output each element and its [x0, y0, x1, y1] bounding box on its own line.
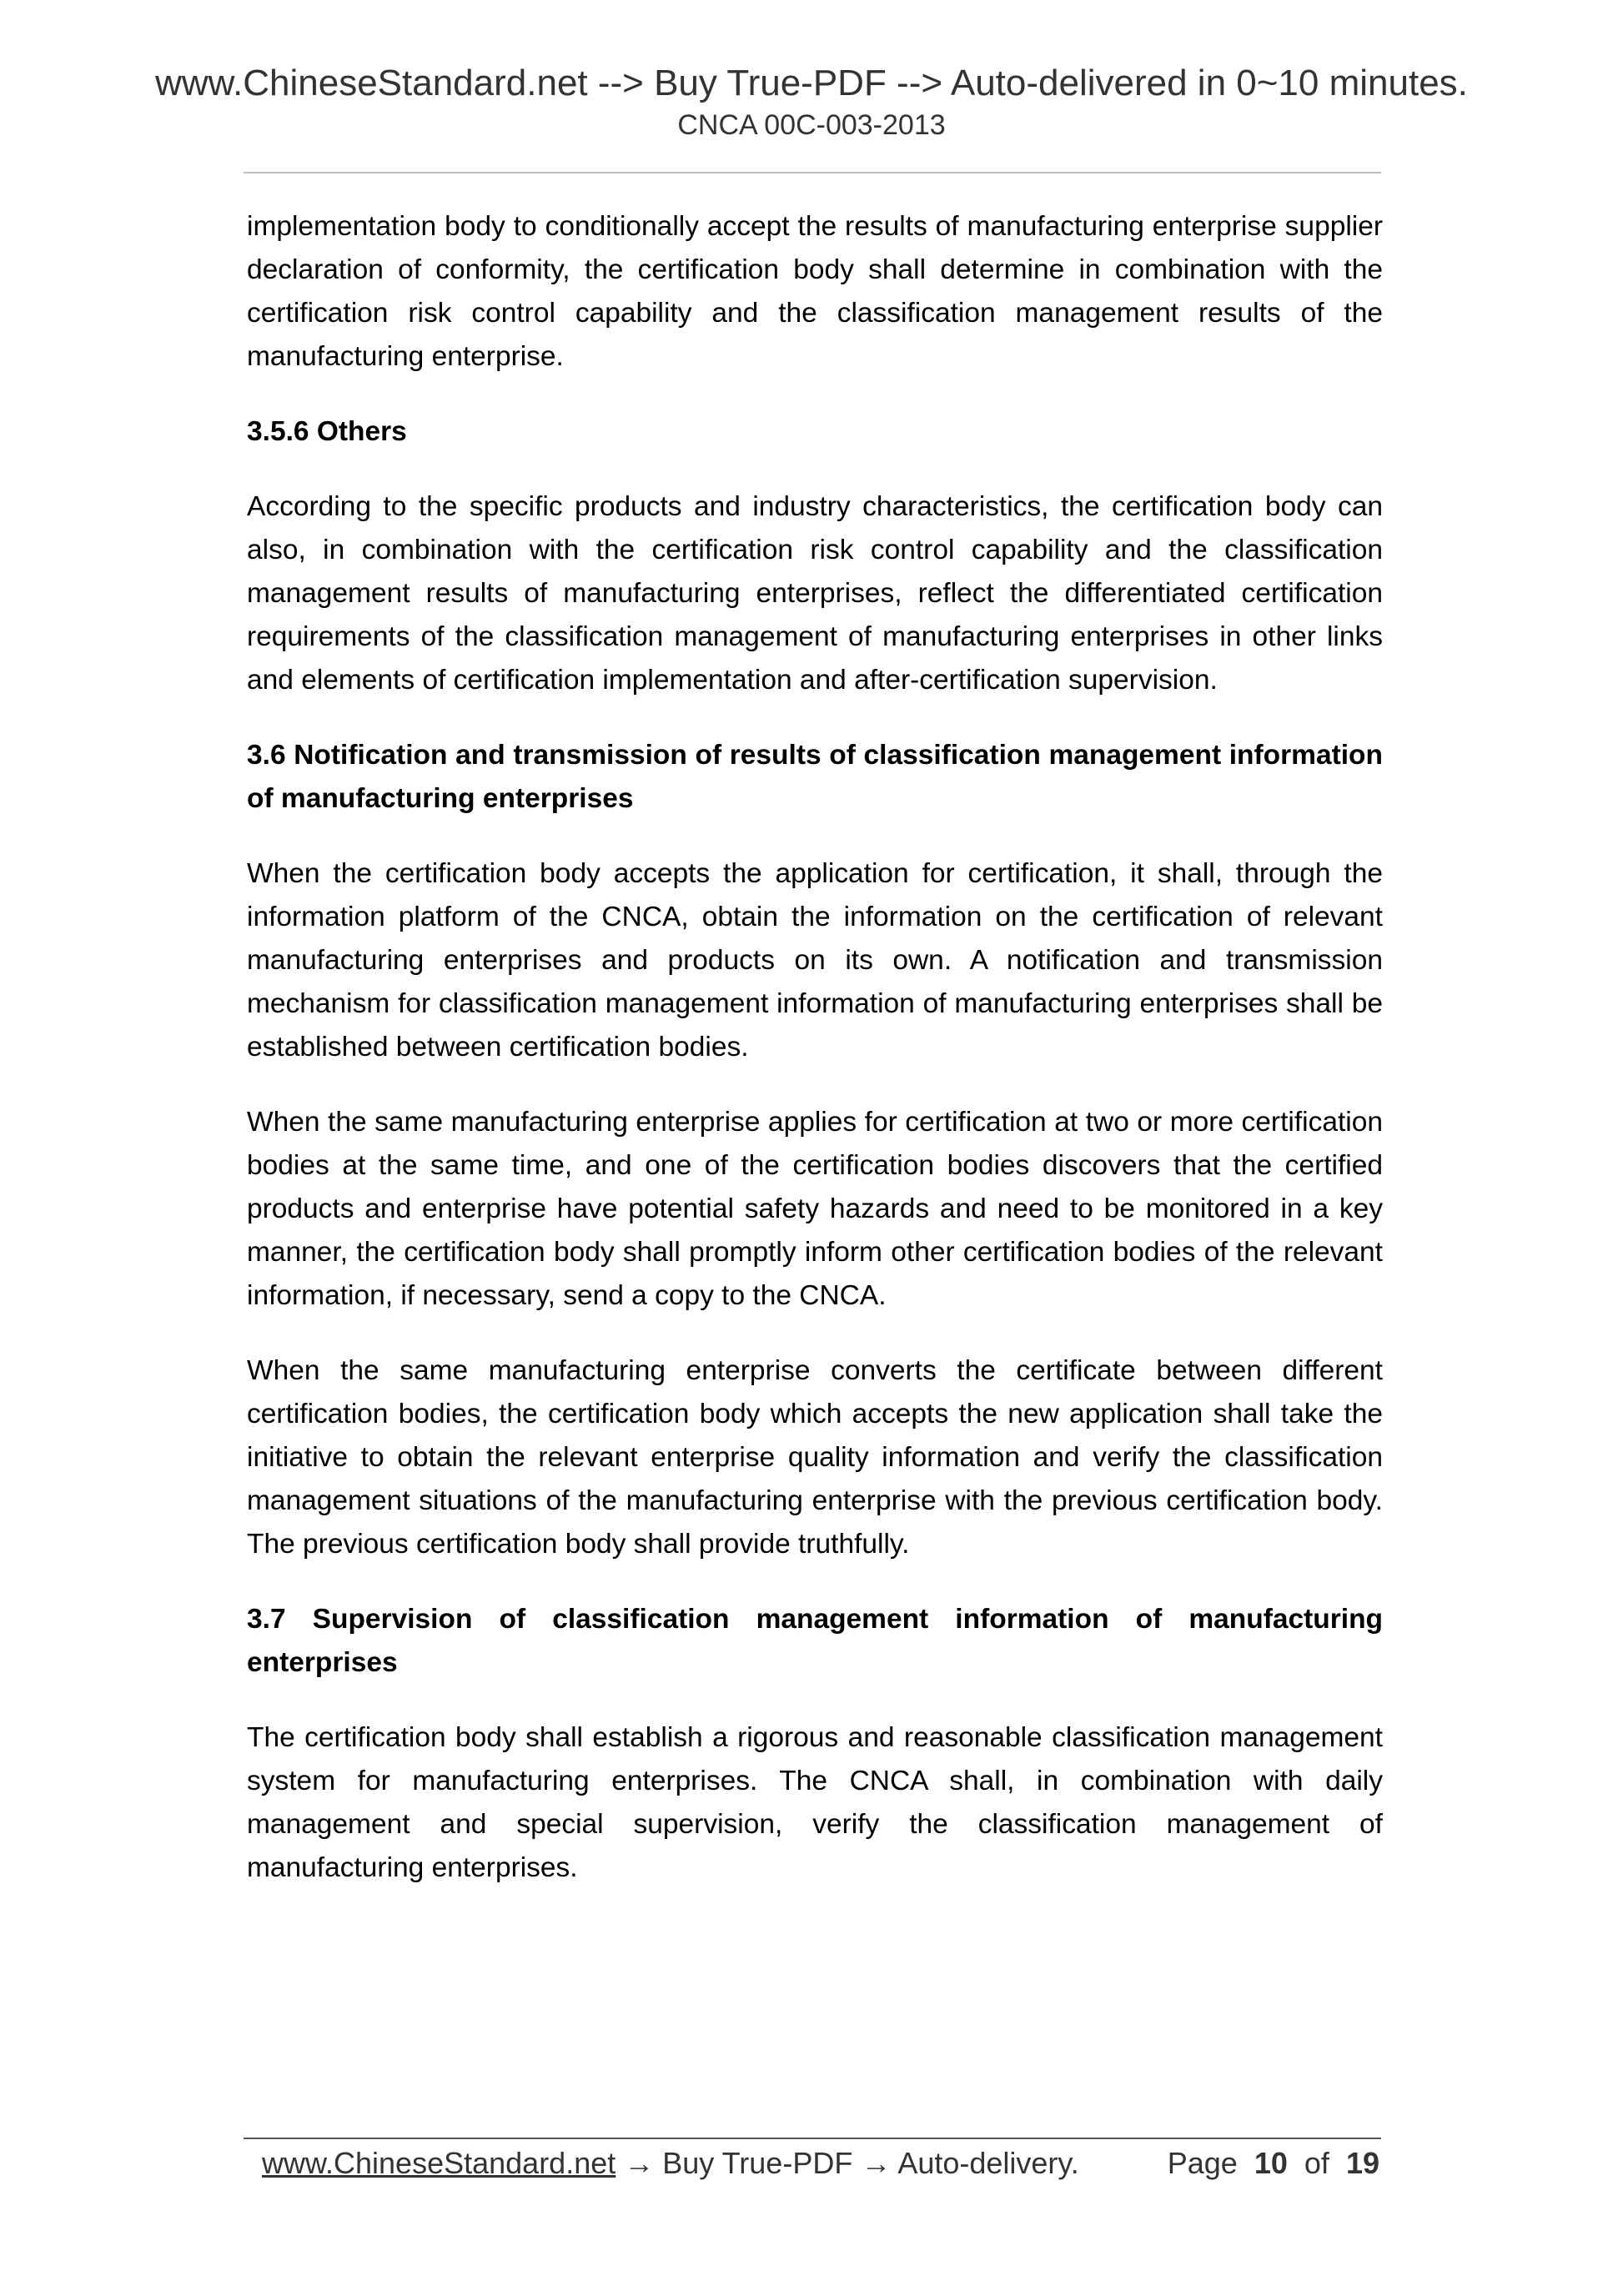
paragraph-notification-3: When the same manufacturing enterprise converts the certificate between different certification bodies, the certification body which accepts the new application shall take the initiative to obtain the relevant enterprise quality information and verify the classification management situations of the manufacturing enterprise with the previous certification body. The previous certification body shall provide truthfully. — [247, 1355, 1383, 1560]
page-footer — [262, 2140, 1379, 2187]
paragraph-notification-1: When the certification body accepts the application for certification, it shall, through the information platform of the CNCA, obtain the information on the certification of relevant manufacturing enterprises and products on its own. A notification and transmission mechanism for classification management information of manufacturing enterprises shall be established between certification bodies. — [247, 858, 1383, 1063]
paragraph-others: According to the specific products and industry characteristics, the certification body can also, in combination with the certification risk control capability and the classification management results of manufacturing enterprises, reflect the differentiated certification requirements of the classification management of manufacturing enterprises in other links and elements of certification implementation and after-certification supervision. — [247, 491, 1383, 696]
current-page-number: 10 — [1254, 2146, 1288, 2180]
paragraph-supervision: The certification body shall establish a rigorous and reasonable classification management system for manufacturing enterprises. The CNCA shall, in combination with daily management and special supervision, verify the classification management of manufacturing enterprises. — [247, 1722, 1383, 1883]
page-label: Page — [1167, 2146, 1238, 2180]
header-promo-text: www.ChineseStandard.net --> Buy True-PDF --> Auto-delivered in 0~10 minutes. — [155, 63, 1468, 103]
document-body — [247, 205, 1383, 1922]
of-label: of — [1304, 2146, 1329, 2180]
footer-nav-text: → Buy True-PDF → Auto-delivery. — [616, 2146, 1079, 2180]
section-heading-3-5-6: 3.5.6 Others — [247, 416, 407, 447]
paragraph-continuation: implementation body to conditionally accept the results of manufacturing enterprise supplier declaration of conformity, the certification body shall determine in combination with the certification risk control capability and the classification management results of the manufacturing enterprise. — [247, 211, 1383, 372]
footer-left — [262, 2140, 1079, 2187]
page-indicator — [1168, 2140, 1379, 2187]
page-header — [0, 60, 1623, 143]
section-heading-3-7: 3.7 Supervision of classification management information of manufacturing enterprises — [247, 1604, 1383, 1678]
footer-site-link[interactable]: www.ChineseStandard.net — [262, 2146, 616, 2180]
footer-divider — [244, 2138, 1381, 2139]
section-heading-3-6: 3.6 Notification and transmission of results of classification management information of manufacturing enterprises — [247, 740, 1383, 814]
total-page-number: 19 — [1345, 2146, 1379, 2180]
paragraph-notification-2: When the same manufacturing enterprise applies for certification at two or more certification bodies at the same time, and one of the certification bodies discovers that the certified products and enterprise have potential safety hazards and need to be monitored in a key manner, the certification body shall promptly inform other certification bodies of the relevant information, if necessary, send a copy to the CNCA. — [247, 1107, 1383, 1311]
document-code: CNCA 00C-003-2013 — [677, 109, 946, 141]
header-divider — [244, 172, 1381, 173]
